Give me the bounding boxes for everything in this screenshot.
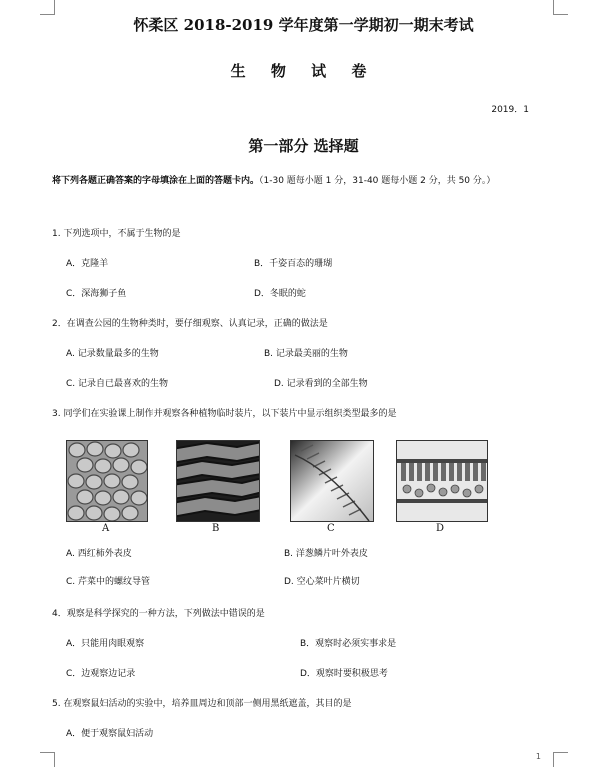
question-2-stem: 2．在调查公园的生物种类时，要仔细观察、认真记录，正确的做法是	[52, 319, 328, 329]
figure-c-label: C	[327, 523, 335, 534]
instructions-bold: 将下列各题正确答案的字母填涂在上面的答题卡内。	[52, 176, 260, 186]
page-number: 1	[535, 752, 541, 761]
question-3-option-c: C. 芹菜中的螺纹导管	[66, 577, 151, 587]
question-4-option-a: A．只能用肉眼观察	[66, 639, 145, 649]
question-2-option-d: D. 记录看到的全部生物	[274, 379, 368, 389]
question-1-option-c: C．深海狮子鱼	[66, 289, 127, 299]
question-3-option-a: A. 西红柿外表皮	[66, 549, 132, 559]
figure-a-label: A	[102, 523, 110, 534]
figure-d-label: D	[436, 523, 445, 534]
corner-mark-top-left	[40, 0, 55, 15]
figure-a-image	[66, 440, 148, 522]
figure-b-image	[176, 440, 260, 522]
instructions	[52, 172, 532, 191]
question-4-option-b: B．观察时必须实事求是	[300, 639, 397, 649]
question-1-option-d: D．冬眠的蛇	[254, 289, 306, 299]
question-1-option-a: A．克隆羊	[66, 259, 109, 269]
question-4-option-d: D．观察时要积极思考	[300, 669, 388, 679]
question-3-option-d: D. 空心菜叶片横切	[284, 577, 360, 587]
instructions-note: （1-30 题每小题 1 分，31-40 题每小题 2 分，共 50 分。）	[259, 176, 496, 186]
figure-d-image	[396, 440, 488, 522]
question-3-option-b: B. 洋葱鳞片叶外表皮	[284, 549, 368, 559]
question-4-option-c: C．边观察边记录	[66, 669, 136, 679]
corner-mark-top-right	[553, 0, 568, 15]
question-1-stem: 1. 下列选项中，不属于生物的是	[52, 229, 181, 239]
question-5-option-a: A．便于观察鼠妇活动	[66, 729, 154, 739]
section-title: 第一部分 选择题	[248, 137, 359, 155]
exam-title: 怀柔区 2018-2019 学年度第一学期初一期末考试	[133, 16, 474, 34]
question-1-option-b: B．千姿百态的珊瑚	[254, 259, 333, 269]
question-5-stem: 5. 在观察鼠妇活动的实验中，培养皿周边和顶部一侧用黑纸遮盖，其目的是	[52, 699, 352, 709]
question-4-stem: 4．观察是科学探究的一种方法，下列做法中错误的是	[52, 609, 265, 619]
question-2-option-b: B. 记录最美丽的生物	[264, 349, 348, 359]
figure-c-image	[290, 440, 374, 522]
corner-mark-bottom-left	[40, 752, 55, 767]
exam-subtitle: 生 物 试 卷	[230, 62, 377, 80]
exam-date: 2019．1	[491, 105, 529, 115]
question-3-stem: 3. 同学们在实验课上制作并观察各种植物临时装片，以下装片中显示组织类型最多的是	[52, 409, 397, 419]
question-2-option-c: C. 记录自已最喜欢的生物	[66, 379, 169, 389]
figure-b-label: B	[212, 523, 220, 534]
question-2-option-a: A. 记录数量最多的生物	[66, 349, 159, 359]
corner-mark-bottom-right	[553, 752, 568, 767]
